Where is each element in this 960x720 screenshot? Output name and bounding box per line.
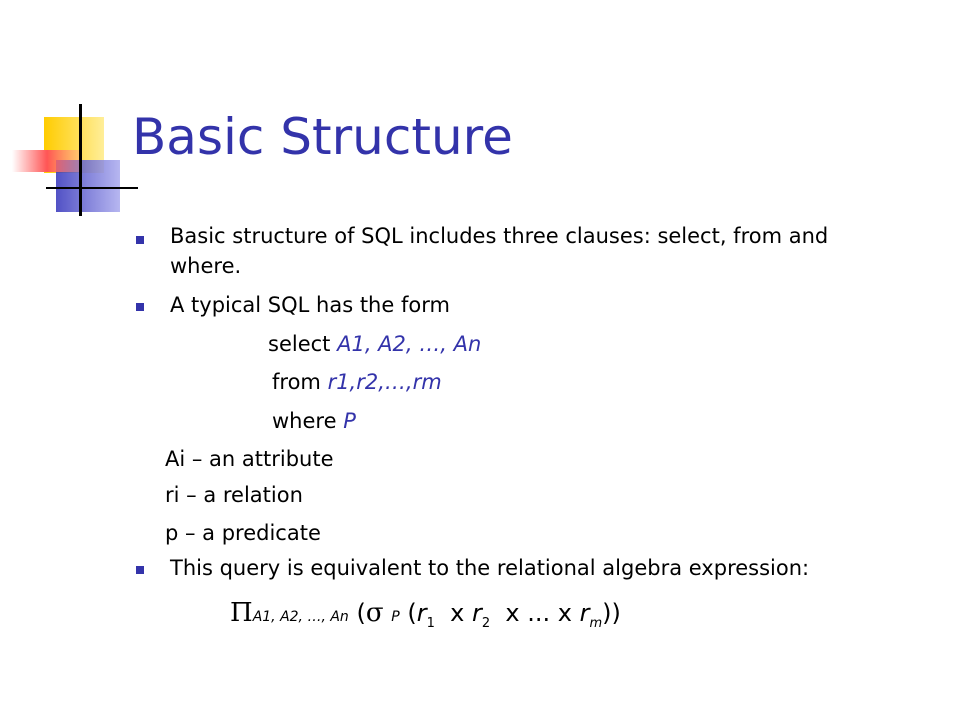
formula-close-parens: )) [602, 599, 621, 627]
formula-sub-2: 2 [481, 616, 491, 631]
relational-algebra-formula [230, 598, 621, 629]
formula-ellipsis: ... [527, 599, 551, 627]
vertical-line [79, 104, 82, 216]
sql-select-line [268, 331, 481, 357]
formula-times-1: x [450, 599, 465, 627]
bullet-marker [136, 303, 144, 311]
slide-title: Basic Structure [132, 108, 513, 166]
horizontal-line [46, 187, 138, 189]
bullet-text-2: A typical SQL has the form [170, 293, 450, 317]
sql-select-args: A1, A2, …, An [337, 332, 482, 356]
formula-r1: r [416, 599, 427, 627]
bullet-marker [136, 236, 144, 244]
definition-relation: ri – a relation [165, 483, 303, 507]
sql-from-keyword: from [272, 370, 321, 394]
pi-subscript: A1, A2, …, An [252, 609, 349, 625]
bullet-text-1-line-2: where. [170, 254, 242, 278]
formula-inner-paren: ( [407, 599, 417, 627]
sigma-symbol: σ [365, 598, 384, 628]
formula-sub-m: m [589, 616, 603, 631]
formula-rm: r [579, 599, 590, 627]
sql-where-keyword: where [272, 409, 337, 433]
formula-sub-1: 1 [426, 616, 435, 631]
sql-where-args: P [343, 409, 356, 433]
sql-select-keyword: select [268, 332, 331, 356]
formula-r2: r [471, 599, 482, 627]
formula-open-paren: ( [356, 599, 366, 627]
formula-times-3: x [557, 599, 572, 627]
bullet-text-3: This query is equivalent to the relational algebra expression: [170, 556, 810, 580]
bullet-marker [136, 566, 144, 574]
pi-symbol: Π [230, 598, 253, 628]
sql-from-args: r1,r2,…,rm [327, 370, 442, 394]
sql-from-line [272, 369, 442, 395]
red-bar [12, 150, 82, 172]
definition-predicate: p – a predicate [165, 521, 321, 545]
formula-times-2: x [505, 599, 520, 627]
sigma-subscript: P [391, 609, 400, 625]
definition-attribute: Ai – an attribute [165, 447, 334, 471]
sql-where-line [272, 408, 356, 434]
corner-decoration [0, 0, 140, 230]
bullet-text-1-line-1: Basic structure of SQL includes three clauses: select, from and [170, 224, 829, 248]
